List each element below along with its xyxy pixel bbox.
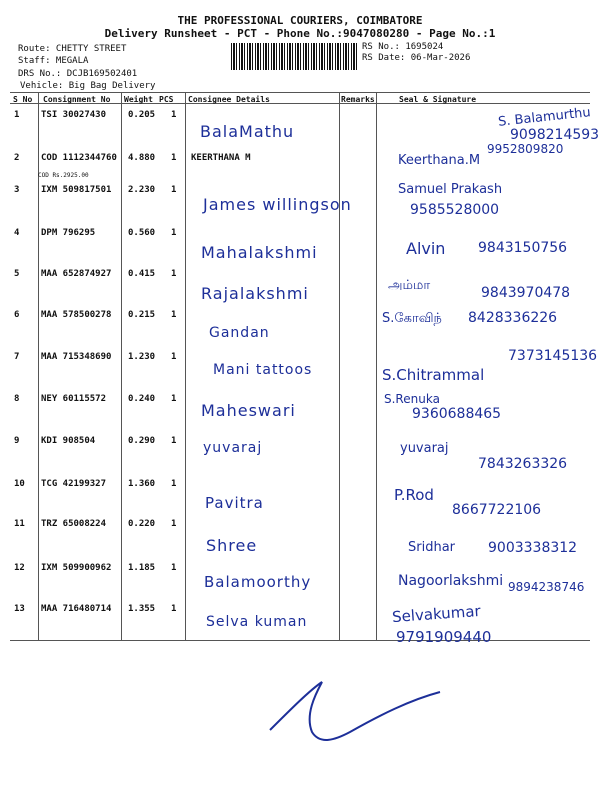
row-sno: 4 [14,228,20,238]
phone-handwritten: 9791909440 [396,628,492,646]
signature: அம்மா [388,278,431,293]
row-sno: 3 [14,185,20,195]
phone-handwritten: 7373145136 [508,348,598,364]
signature: Nagoorlakshmi [398,573,504,589]
col-sno: S No [13,95,33,104]
weight: 0.220 [128,519,156,529]
row-sno: 11 [14,519,25,529]
consignment-no: NEY 60115572 [41,394,107,404]
signature: S.கோவிந் [382,311,442,326]
phone-handwritten: 9894238746 [508,580,585,594]
pcs: 1 [171,269,177,279]
row-sno: 5 [14,269,20,279]
pcs: 1 [171,563,177,573]
rs-number: RS No.: 1695024 [362,42,444,52]
pcs: 1 [171,185,177,195]
col-pcs: PCS [159,95,174,104]
pcs: 1 [171,110,177,120]
staff-signature-scribble [260,670,460,750]
consignee-handwritten: Shree [206,536,258,555]
barcode [231,43,358,70]
rs-date: RS Date: 06-Mar-2026 [362,53,471,63]
signature: P.Rod [394,486,434,504]
consignee-handwritten: Rajalakshmi [201,284,309,303]
pcs: 1 [171,352,177,362]
row-sno: 1 [14,110,20,120]
phone-handwritten: 9098214593 [510,127,600,143]
signature: yuvaraj [400,441,449,456]
weight: 0.240 [128,394,156,404]
pcs: 1 [171,228,177,238]
phone-handwritten: 9952809820 [487,142,564,156]
consignment-no: DPM 796295 [41,228,96,238]
pcs: 1 [171,153,177,163]
row-sno: 2 [14,153,20,163]
consignee-name: KEERTHANA M [191,153,251,163]
phone-handwritten: 9003338312 [488,540,578,556]
consignment-no: TSI 30027430 [41,110,107,120]
weight: 0.560 [128,228,156,238]
row-sno: 8 [14,394,20,404]
pcs: 1 [171,394,177,404]
runsheet-title: Delivery Runsheet - PCT - Phone No.:9047080280 - Page No.:1 [104,27,496,40]
signature: S.Chitrammal [382,366,485,384]
phone-handwritten: 8428336226 [468,310,558,326]
col-remarks: Remarks [341,95,375,104]
weight: 1.360 [128,479,156,489]
weight: 1.355 [128,604,156,614]
consignee-handwritten: Selva kuman [206,614,308,630]
cod-amount: COD Rs.2925.00 [38,172,89,179]
pcs: 1 [171,519,177,529]
consignee-handwritten: Mahalakshmi [201,243,318,262]
phone-handwritten: 9360688465 [412,406,502,422]
consignee-handwritten: James willingson [203,195,352,214]
consignment-no: IXM 509817501 [41,185,112,195]
weight: 0.205 [128,110,156,120]
consignee-handwritten: Balamoorthy [204,573,312,591]
weight: 2.230 [128,185,156,195]
signature: Samuel Prakash [398,182,503,197]
row-sno: 13 [14,604,25,614]
signature: S.Renuka [384,392,440,406]
route-label: Route: CHETTY STREET [18,44,127,54]
row-sno: 10 [14,479,25,489]
weight: 4.880 [128,153,156,163]
consignee-handwritten: Mani tattoos [213,362,313,378]
weight: 0.415 [128,269,156,279]
consignment-no: TRZ 65008224 [41,519,107,529]
consignment-no: MAA 578500278 [41,310,112,320]
consignment-no: MAA 652874927 [41,269,112,279]
consignment-no: COD 1112344760 [41,153,117,163]
row-sno: 12 [14,563,25,573]
weight: 0.290 [128,436,156,446]
consignment-no: TCG 42199327 [41,479,107,489]
row-sno: 9 [14,436,20,446]
consignment-no: MAA 716480714 [41,604,112,614]
phone-handwritten: 7843263326 [478,456,568,472]
phone-handwritten: 9585528000 [410,202,500,218]
company-name: THE PROFESSIONAL COURIERS, COIMBATORE [177,14,423,27]
consignee-handwritten: Gandan [209,325,270,341]
consignment-no: MAA 715348690 [41,352,112,362]
weight: 1.230 [128,352,156,362]
phone-handwritten: 8667722106 [452,502,542,518]
signature: Keerthana.M [398,153,481,168]
consignee-handwritten: Maheswari [201,401,296,420]
phone-handwritten: 9843970478 [481,285,571,301]
consignment-no: KDI 908504 [41,436,96,446]
phone-handwritten: 9843150756 [478,240,568,256]
signature: Sridhar [408,540,456,555]
row-sno: 7 [14,352,20,362]
col-consignee: Consignee Details [188,95,270,104]
consignment-no: IXM 509900962 [41,563,112,573]
col-consignment: Consignment No [43,95,111,104]
consignee-handwritten: BalaMathu [200,122,295,141]
signature: S. Balamurthu [497,105,592,130]
signature: Selvakumar [391,601,482,627]
weight: 0.215 [128,310,156,320]
pcs: 1 [171,604,177,614]
row-sno: 6 [14,310,20,320]
signature: Alvin [406,239,446,258]
pcs: 1 [171,436,177,446]
staff-label: Staff: MEGALA [18,56,89,66]
consignee-handwritten: yuvaraj [203,440,263,456]
vehicle-label: Vehicle: Big Bag Delivery [20,81,156,91]
consignee-handwritten: Pavitra [205,494,264,512]
pcs: 1 [171,310,177,320]
col-seal-signature: Seal & Signature [399,95,477,104]
weight: 1.185 [128,563,156,573]
pcs: 1 [171,479,177,489]
col-weight: Weight [124,95,153,104]
drs-number: DRS No.: DCJB169502401 [18,69,138,79]
